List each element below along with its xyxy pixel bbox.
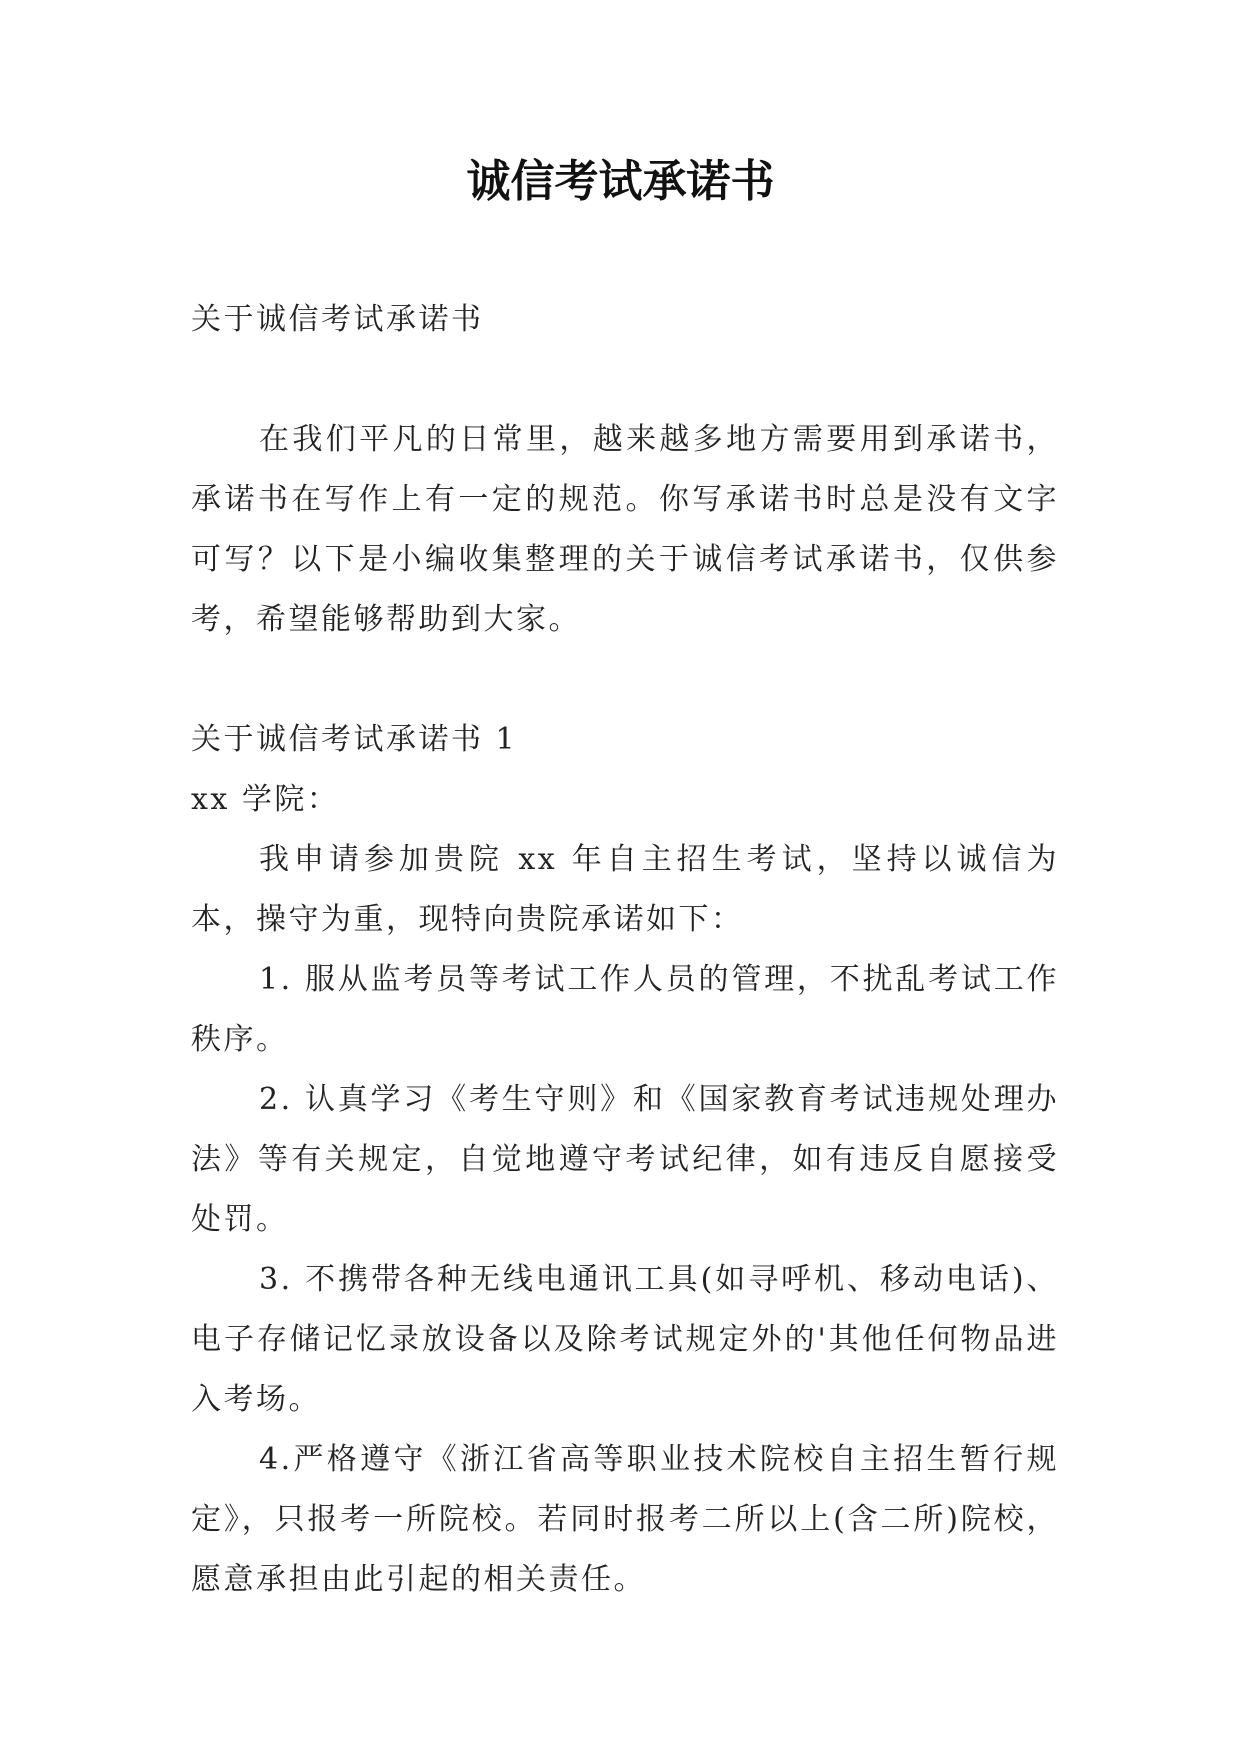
- list-item: 3. 不携带各种无线电通讯工具(如寻呼机、移动电话)、电子存储记忆录放设备以及除考试规定外的'其他任何物品进入考场。: [191, 1262, 1059, 1417]
- list-item: 1. 服从监考员等考试工作人员的管理，不扰乱考试工作秩序。: [191, 962, 1059, 1057]
- opening-paragraph: 我申请参加贵院 xx 年自主招生考试，坚持以诚信为本，操守为重，现特向贵院承诺如下：: [191, 842, 1059, 937]
- document-body: [191, 290, 1059, 1610]
- intro-paragraph: 在我们平凡的日常里，越来越多地方需要用到承诺书，承诺书在写作上有一定的规范。你写承诺书时总是没有文字可写？以下是小编收集整理的关于诚信考试承诺书，仅供参考，希望能够帮助到大家。: [191, 422, 1059, 637]
- document-title: 诚信考试承诺书: [466, 156, 775, 207]
- document-subtitle: 关于诚信考试承诺书: [191, 302, 484, 337]
- list-item: 2. 认真学习《考生守则》和《国家教育考试违规处理办法》等有关规定，自觉地遵守考试纪律，如有违反自愿接受处罚。: [191, 1082, 1059, 1237]
- spacer: [191, 650, 1059, 710]
- section-heading: 关于诚信考试承诺书 1: [191, 722, 518, 757]
- spacer: [191, 350, 1059, 410]
- list-item: 4.严格遵守《浙江省高等职业技术院校自主招生暂行规定》，只报考一所院校。若同时报考二所以上(含二所)院校，愿意承担由此引起的相关责任。: [191, 1442, 1059, 1597]
- salutation: xx 学院：: [191, 782, 340, 817]
